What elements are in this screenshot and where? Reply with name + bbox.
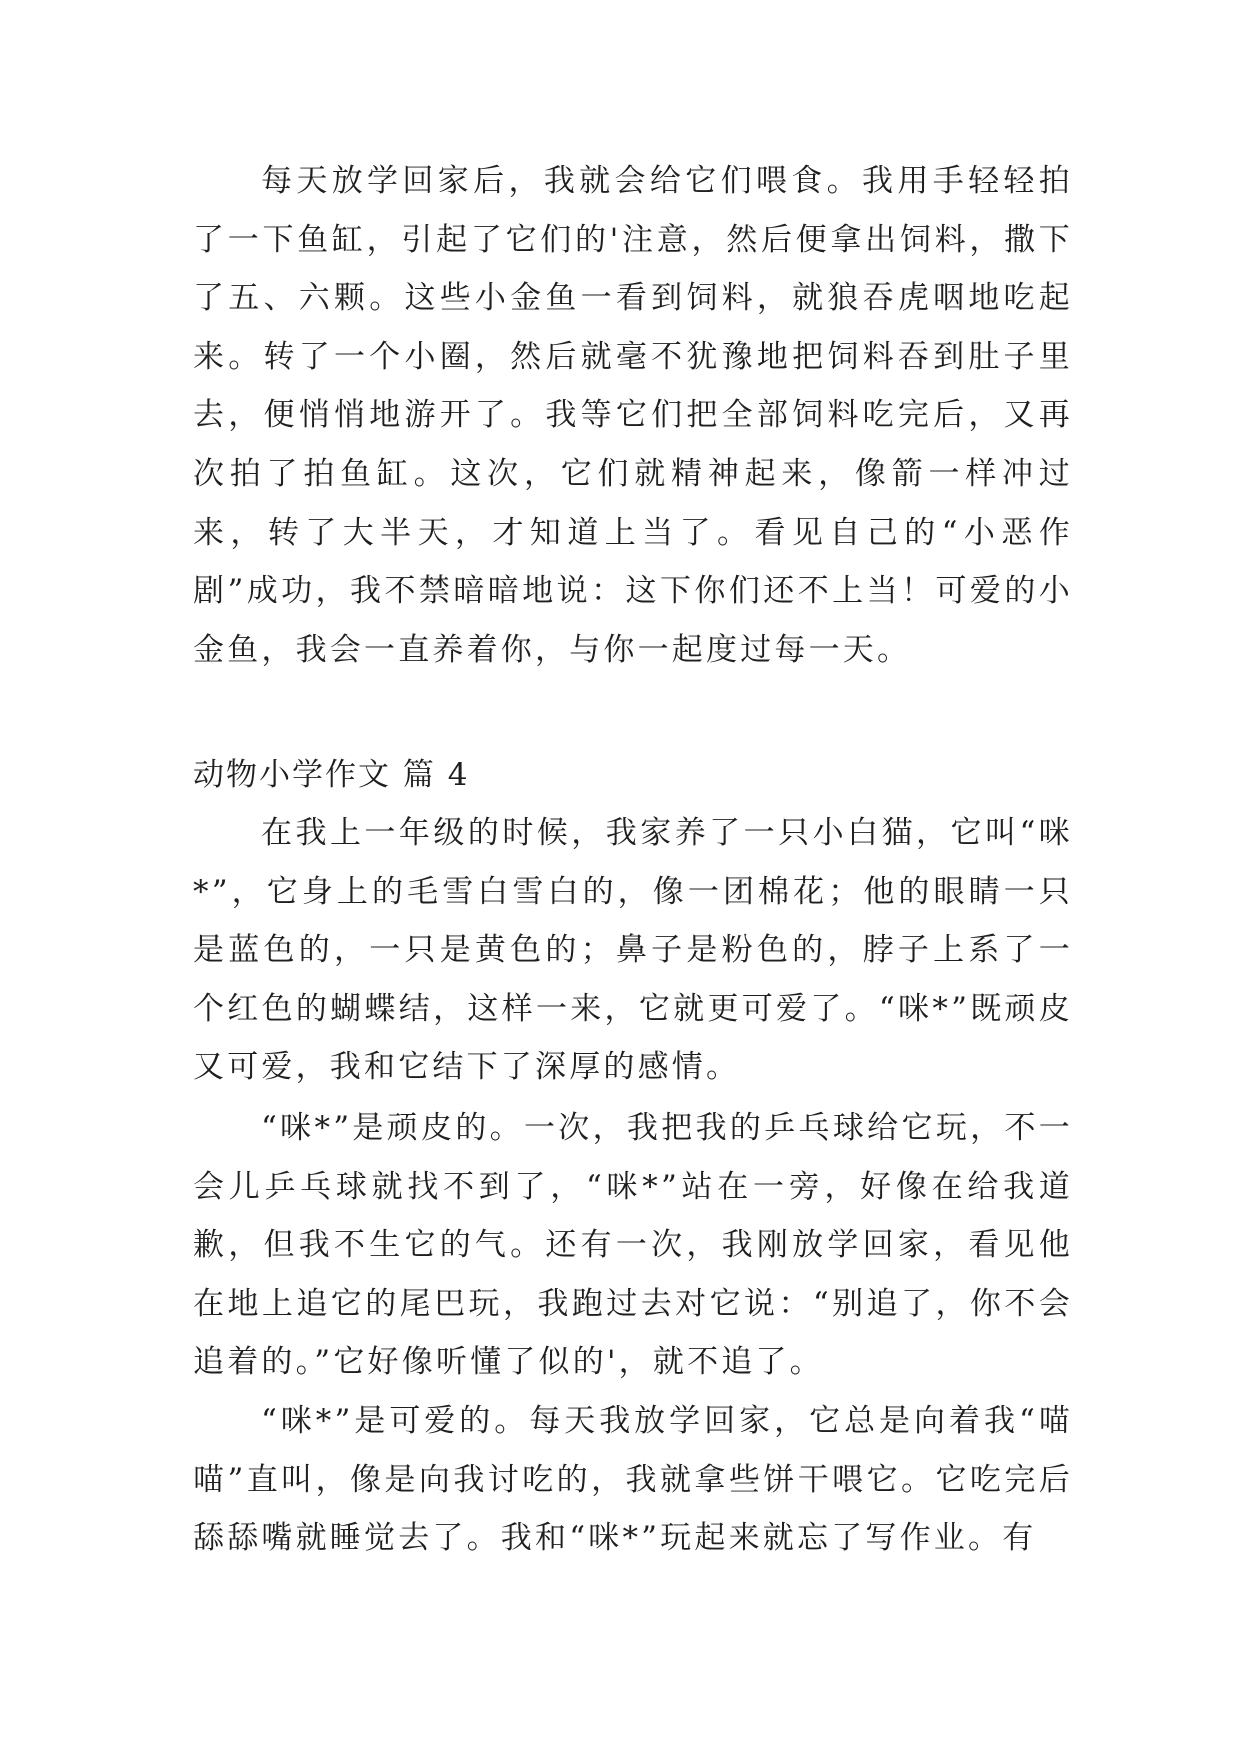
section-heading: 动物小学作文 篇 4 xyxy=(193,757,470,793)
paragraph-cat-naughty: “咪*”是顽皮的。一次，我把我的乒乓球给它玩，不一会儿乒乓球就找不到了，“咪*”站在一旁，好像在给我道歉，但我不生它的气。还有一次，我刚放学回家，看见他在地上追它的尾巴玩，我跑过去对它说：“别追了，你不会追着的。”它好像听懂了似的'，就不追了。 xyxy=(193,1110,1073,1381)
paragraph-block xyxy=(193,1392,1073,1568)
paragraph-block xyxy=(193,1099,1073,1392)
paragraph-goldfish-feeding: 每天放学回家后，我就会给它们喂食。我用手轻轻拍了一下鱼缸，引起了它们的'注意，然后便拿出饲料，撒下了五、六颗。这些小金鱼一看到饲料，就狼吞虎咽地吃起来。转了一个小圈，然后就毫不犹豫地把饲料吞到肚子里去，便悄悄地游开了。我等它们把全部饲料吃完后，又再次拍了拍鱼缸。这次，它们就精神起来，像箭一样冲过来，转了大半天，才知道上当了。看见自己的“小恶作剧”成功，我不禁暗暗地说：这下你们还不上当！可爱的小金鱼，我会一直养着你，与你一起度过每一天。 xyxy=(193,163,1073,668)
paragraph-block xyxy=(193,804,1073,1097)
paragraph-cat-cute: “咪*”是可爱的。每天我放学回家，它总是向着我“喵喵”直叫，像是向我讨吃的，我就拿些饼干喂它。它吃完后舔舔嘴就睡觉去了。我和“咪*”玩起来就忘了写作业。有 xyxy=(193,1403,1073,1557)
paragraph-block xyxy=(193,152,1073,679)
paragraph-cat-intro: 在我上一年级的时候，我家养了一只小白猫，它叫“咪*”，它身上的毛雪白雪白的，像一团棉花；他的眼睛一只是蓝色的，一只是黄色的；鼻子是粉色的，脖子上系了一个红色的蝴蝶结，这样一来，它就更可爱了。“咪*”既顽皮又可爱，我和它结下了深厚的感情。 xyxy=(193,815,1073,1086)
